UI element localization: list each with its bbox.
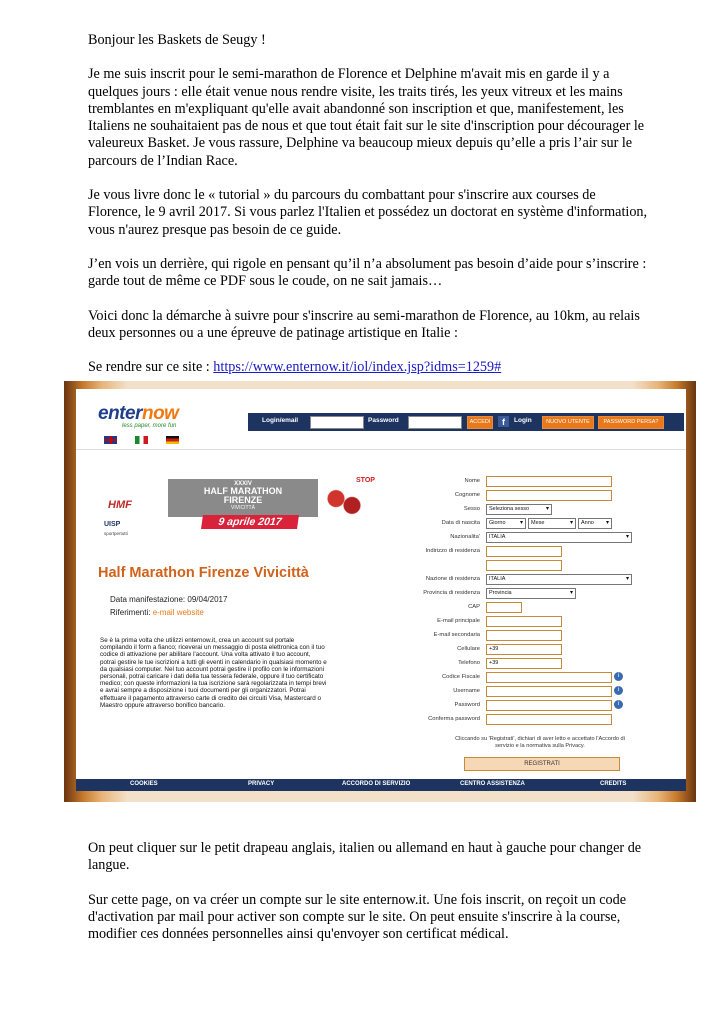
banner-date: 9 aprile 2017 bbox=[201, 515, 299, 529]
event-references bbox=[110, 608, 204, 617]
nazionalita-select[interactable]: ITALIA ▾ bbox=[486, 532, 632, 543]
data-nascita-label: Data di nascita bbox=[441, 520, 480, 526]
username-label: Username bbox=[453, 688, 480, 694]
paragraph-tutorial-intro: Je vous livre donc le « tutorial » du parcours du combattant pour s'inscrire aux courses de Florence, le 9 avril 2017. Si vous parlez l'Italien et possédez un doctorat en système d'information, vous n'aurez presque pas besoin de ce guide. bbox=[88, 187, 648, 238]
enternow-page bbox=[76, 389, 686, 779]
form-row-username bbox=[396, 685, 686, 698]
paragraph-registration-story: Je me suis inscrit pour le semi-marathon de Florence et Delphine m'avait mis en garde il y a quelques jours : elle était venue nous rendre visite, les traits tirés, les yeux vitreux et les mains tremblantes en m'expliquant qu'elle avait abandonné son inscription et que, manifestement, les Italiens ne souhaitaient pas de nous et que tout était fait sur le site d'inscription pour décourager le valeureux Basket. Je vous rassure, Delphine va beaucoup mieux depuis qu’elle a pris l’air sur le parcours de l’Indian Race. bbox=[88, 66, 645, 169]
codice-fiscale-input[interactable] bbox=[486, 672, 612, 683]
logo-now-text: now bbox=[141, 403, 179, 424]
form-row-cap bbox=[396, 601, 686, 614]
paragraph-keep-pdf: J’en vois un derrière, qui rigole en pensant qu’il n’a absolument pas besoin d’aide pour s’inscrire : garde tout de même ce PDF sous le coude, on ne sait jamais… bbox=[88, 255, 647, 290]
indirizzo-input[interactable] bbox=[486, 546, 562, 557]
email2-label: E-mail secondaria bbox=[433, 632, 480, 638]
uisp-subtitle: sportpertutti bbox=[104, 531, 128, 536]
login-bar bbox=[248, 413, 684, 431]
banner-line2: FIRENZE bbox=[223, 495, 263, 505]
password-label: Password bbox=[368, 417, 399, 424]
banner-title-block bbox=[168, 479, 318, 517]
password-field-label: Password bbox=[454, 702, 480, 708]
password-input[interactable] bbox=[486, 700, 612, 711]
telefono-label: Telefono bbox=[458, 660, 480, 666]
language-flags bbox=[104, 436, 197, 454]
nome-label: Nome bbox=[464, 478, 480, 484]
registrati-button[interactable]: REGISTRATI bbox=[464, 757, 620, 771]
form-row-conferma bbox=[396, 713, 686, 726]
paragraph-account: Sur cette page, on va créer un compte sur le site enternow.it. Une fois inscrit, on reçoit un code d'activation par mail pour activer son compte sur le site. On peut ensuite s'inscrire à la course, modifier ces données personnelles ainsi qu'envoyer son certificat médical. bbox=[88, 891, 627, 943]
mese-select[interactable]: Mese ▾ bbox=[528, 518, 576, 529]
conferma-input[interactable] bbox=[486, 714, 612, 725]
form-row-email2 bbox=[396, 629, 686, 642]
conferma-label: Conferma password bbox=[428, 716, 480, 722]
banner-line3: VIVICITTÀ bbox=[231, 505, 255, 511]
help-icon[interactable]: i bbox=[614, 672, 623, 681]
form-row-nazione bbox=[396, 573, 686, 586]
cap-input[interactable] bbox=[486, 602, 522, 613]
form-row-provincia bbox=[396, 587, 686, 600]
nazionalita-label: Nazionalita' bbox=[450, 534, 480, 540]
form-row-nazionalita bbox=[396, 531, 686, 544]
germany-flag-icon[interactable] bbox=[166, 436, 179, 444]
cap-label: CAP bbox=[468, 604, 480, 610]
banner-line1: HALF MARATHON bbox=[203, 486, 283, 496]
logo-enter-text: enter bbox=[98, 403, 142, 424]
uk-flag-icon[interactable] bbox=[104, 436, 117, 444]
stop-badge: STOP bbox=[356, 477, 375, 484]
paragraph-steps-intro: Voici donc la démarche à suivre pour s'inscrire au semi-marathon de Florence, au 10km, au relais deux personnes ou a une épreuve de patinage artistique en Italie : bbox=[88, 307, 640, 341]
form-row-indirizzo-2 bbox=[396, 559, 686, 572]
document-body-continued bbox=[88, 840, 648, 960]
telefono-input[interactable]: +39 bbox=[486, 658, 562, 669]
riferimenti-label: Riferimenti: bbox=[110, 608, 153, 617]
riferimenti-links[interactable]: e-mail website bbox=[152, 608, 204, 617]
facebook-login-label[interactable]: Login bbox=[514, 417, 532, 424]
provincia-label: Provincia di residenza bbox=[423, 590, 480, 596]
account-info-text: Se è la prima volta che utilizzi enternow.it, crea un account sul portale compilando il form a fianco; riceverai un messaggio di posta elettronica con il tuo codice di attivazione per abilitare l'account. Una volta attivato il tuo account, potrai gestire le tue iscrizioni a tutti gli eventi in calendario in qualsiasi momento e da qualsiasi computer. Nel tuo account potrai gestire il profilo con le informazioni personali, potrai caricare i dati della tua tessera federale, oppure il tuo certificato medico; con queste informazioni la tua iscrizione sarà regolarizzata in tempi brevi e avrai sempre a disposizione i tuoi documenti per gli organizzatori. Potrai effettuare il pagamento attraverso carte di credito dei circuiti Visa, Mastercard o Maestro oppure attraverso bonifico bancario. bbox=[100, 637, 327, 709]
nuovo-utente-button[interactable]: NUOVO UTENTE bbox=[542, 416, 594, 429]
nome-input[interactable] bbox=[486, 476, 612, 487]
help-icon[interactable]: i bbox=[614, 686, 623, 695]
giorno-select[interactable]: Giorno ▾ bbox=[486, 518, 526, 529]
site-header bbox=[76, 389, 686, 450]
password-persa-button[interactable]: PASSWORD PERSA? bbox=[598, 416, 664, 429]
tagline: less paper, more fun bbox=[122, 423, 177, 429]
provincia-select[interactable]: Provincia ▾ bbox=[486, 588, 576, 599]
enternow-link[interactable]: https://www.enternow.it/iol/index.jsp?idms=1259# bbox=[213, 359, 502, 376]
paragraph-site-link bbox=[88, 359, 648, 376]
indirizzo-label: Indirizzo di residenza bbox=[425, 548, 480, 554]
sesso-select[interactable]: Seleziona sesso ▾ bbox=[486, 504, 552, 515]
site-footer bbox=[76, 779, 686, 791]
email2-input[interactable] bbox=[486, 630, 562, 641]
runners-graphic-icon bbox=[324, 485, 364, 519]
terms-text: Cliccando su 'Registrati', dichiari di aver letto e accettato l'Accordo di servizio e la normativa sulla Privacy. bbox=[455, 736, 625, 749]
nazione-select[interactable]: ITALIA ▾ bbox=[486, 574, 632, 585]
italy-flag-icon[interactable] bbox=[135, 436, 148, 444]
email1-input[interactable] bbox=[486, 616, 562, 627]
form-row-password bbox=[396, 699, 686, 712]
enternow-logo[interactable] bbox=[98, 403, 178, 425]
codice-fiscale-label: Codice Fiscale bbox=[441, 674, 480, 680]
sesso-label: Sesso bbox=[463, 506, 480, 512]
cognome-input[interactable] bbox=[486, 490, 612, 501]
login-label: Login/email bbox=[262, 417, 299, 424]
link-prefix: Se rendre sur ce site : bbox=[88, 359, 214, 376]
footer-credits-link[interactable]: CREDITS bbox=[600, 781, 627, 787]
form-row-data-nascita bbox=[396, 517, 686, 530]
event-date: Data manifestazione: 09/04/2017 bbox=[110, 595, 228, 604]
help-icon[interactable]: i bbox=[614, 700, 623, 709]
greeting: Bonjour les Baskets de Seugy ! bbox=[88, 32, 266, 48]
facebook-icon[interactable]: f bbox=[498, 416, 509, 427]
cellulare-label: Cellulare bbox=[457, 646, 480, 652]
paragraph-flags: On peut cliquer sur le petit drapeau anglais, italien ou allemand en haut à gauche pour changer de langue. bbox=[88, 840, 642, 874]
form-row-cellulare bbox=[396, 643, 686, 656]
banner-edition: XXXIV bbox=[234, 481, 252, 487]
email1-label: E-mail principale bbox=[437, 618, 480, 624]
form-row-cognome bbox=[396, 489, 686, 502]
form-row-email1 bbox=[396, 615, 686, 628]
login-password-input[interactable] bbox=[408, 416, 462, 429]
form-row-telefono bbox=[396, 657, 686, 670]
document-body bbox=[88, 32, 648, 393]
event-banner bbox=[90, 459, 380, 541]
indirizzo-2-input[interactable] bbox=[486, 560, 562, 571]
website-screenshot bbox=[64, 381, 696, 802]
cellulare-input[interactable]: +39 bbox=[486, 644, 562, 655]
form-row-indirizzo bbox=[396, 545, 686, 558]
accedi-button[interactable]: ACCEDI bbox=[467, 416, 493, 429]
form-row-codice-fiscale bbox=[396, 671, 686, 684]
uisp-logo: UISP bbox=[104, 521, 121, 528]
form-row-sesso bbox=[396, 503, 686, 516]
footer-privacy-link[interactable]: PRIVACY bbox=[248, 781, 275, 787]
event-title: Half Marathon Firenze Vivicittà bbox=[98, 565, 309, 581]
form-row-nome bbox=[396, 475, 686, 488]
login-email-input[interactable] bbox=[310, 416, 364, 429]
nazione-label: Nazione di residenza bbox=[425, 576, 480, 582]
footer-accordo-link[interactable]: ACCORDO DI SERVIZIO bbox=[342, 781, 411, 787]
cognome-label: Cognome bbox=[454, 492, 480, 498]
username-input[interactable] bbox=[486, 686, 612, 697]
hmf-logo: HMF bbox=[108, 499, 132, 511]
anno-select[interactable]: Anno ▾ bbox=[578, 518, 612, 529]
footer-cookies-link[interactable]: COOKIES bbox=[130, 781, 158, 787]
footer-assistenza-link[interactable]: CENTRO ASSISTENZA bbox=[460, 781, 525, 787]
